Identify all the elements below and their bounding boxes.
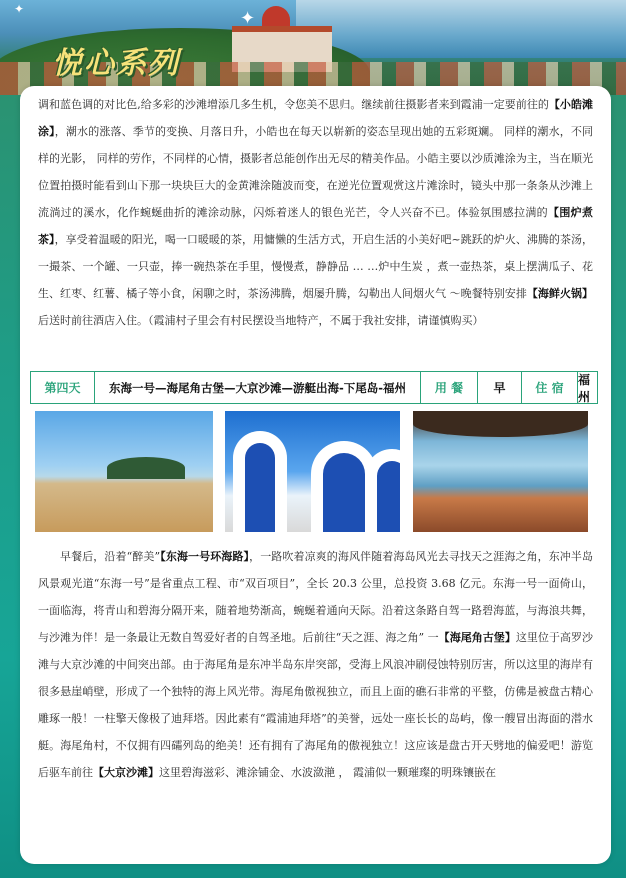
meal-label: 用 餐 (421, 372, 478, 403)
rock-overhang (413, 411, 588, 437)
hero-sea (296, 0, 626, 58)
arch-shape (365, 449, 400, 532)
stay-label: 住 宿 (522, 372, 578, 403)
arch-shape (233, 431, 287, 532)
rocky-coast-photo (413, 411, 588, 532)
highlight-spot: 【海尾角古堡】 (438, 631, 516, 644)
series-title: 悦心系列 (52, 46, 180, 81)
highlight-spot: 【东海一号环海路】 (160, 550, 250, 563)
day-label: 第四天 (31, 372, 95, 403)
arches-photo (225, 411, 400, 532)
sparkle-icon: ✦ (14, 2, 25, 16)
stay-value: 福州 (578, 372, 591, 404)
highlight-spot: 【大京沙滩】 (93, 766, 159, 779)
itinerary-paragraph: 早餐后，沿着“醉美”【东海一号环海路】，一路吹着凉爽的海风伴随着海岛风光去寻找天之涯海之角，东冲半岛风景观光道“东海一号”是省重点工程、市“双百项目”，全长 20.3 公里，总投资 3.68 亿元。东海一号一面倚山，一面临海，将青山和碧海分隔开来，随着地势渐高，蜿蜒着通向天际。沿着这条路自驾一路碧海蓝，与海浪共舞，与沙滩为伴！是一条最让无数自驾爱好者的自驾圣地。后前往“天之涯、海之角” 一【海尾角古堡】这里位于高罗沙滩与大京沙滩的中间突出部。由于海尾角是东冲半岛东岸突部，受海上风浪冲刷侵蚀特别厉害，所以这里的海岸有很多悬崖峭壁，形成了一个独特的海上风光带。海尾角傲视独立，而且上面的礁石非常的平整，仿佛是被盘古精心雕琢一般！一柱擎天像极了迪拜塔。因此素有“霞浦迪拜塔”的美誉，远处一座长长的岛屿，像一艘冒出海面的潜水艇。海尾角村，不仅拥有四礵列岛的绝美！还有拥有了海尾角的傲视独立！这应该是盘古开天劈地的偏爱吧！游览后驱车前往【大京沙滩】这里碧海滋彩、滩涂铺金、水波潋滟 ， 霞浦似一颗璀璨的明珠镶嵌在 (38, 550, 594, 779)
sparkle-icon: ✦ (240, 8, 256, 29)
meal-value: 早 (478, 372, 522, 403)
beach-photo (35, 411, 213, 532)
highlight-spot: 【小皓滩涂】 (38, 98, 593, 138)
day-route: 东海一号—海尾角古堡—大京沙滩—游艇出海-下尾岛-福州 (95, 372, 421, 403)
day-header-row (30, 371, 598, 404)
highlight-spot: 【围炉煮茶】 (38, 206, 593, 246)
island-shape (107, 457, 185, 479)
itinerary-paragraph: 调和蓝色调的对比色,给多彩的沙滩增添几多生机，令您美不思归。继续前往摄影者来到霞浦一定要前往的【小皓滩涂】，潮水的涨落、季节的变换、月落日升，小皓也在每天以崭新的姿态呈现出她的五彩斑斓。 同样的潮水，不同样的光影， 同样的劳作，不同样的心情，摄影者总能创作出无尽的精美作品。小皓主要以沙质滩涂为主，当在顺光位置拍摄时能看到山下那一块块巨大的金黄滩涂随波而变，在逆光位置观赏这片滩涂时，镜头中那一条条从沙滩上流淌过的溪水，化作蜿蜒曲折的滩涂动脉，闪烁着迷人的银色光芒，令人兴奋不已。体验氛围感拉满的【围炉煮茶】，享受着温暖的阳光，喝一口暖暖的茶，用慵懒的生活方式，开启生活的小美好吧~跳跃的炉火、沸腾的茶汤，一撮茶、一个罐、一只壶，捧一碗热茶在手里，慢慢煮，静静品 … …炉中生炭 ，煮一壶热茶，桌上摆满瓜子、花生、红枣、红薯、橘子等小食，闲聊之时，茶汤沸腾，烟屡升腾，勾勒出人间烟火气 ～晚餐特别安排【海鲜火锅】后送时前往酒店入住。（霞浦村子里会有村民摆设当地特产，不属于我社安排，请谨慎购买） (38, 98, 594, 327)
highlight-spot: 【海鲜火锅】 (526, 287, 593, 300)
